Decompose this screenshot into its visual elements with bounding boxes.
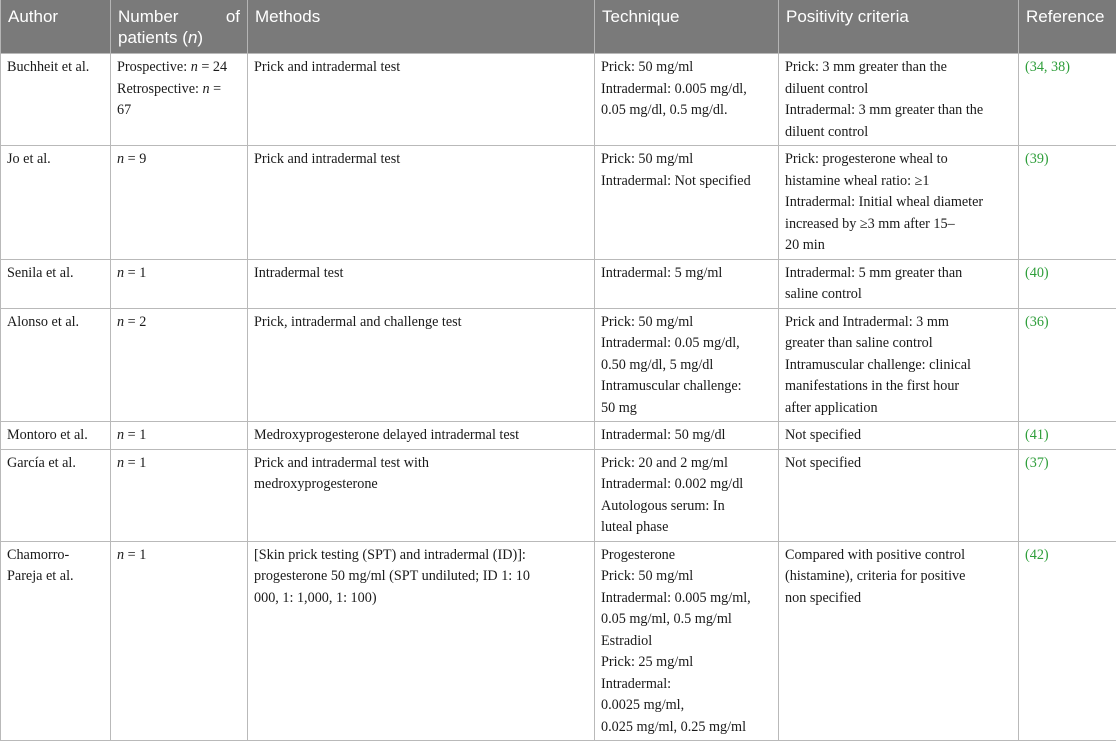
header-patients-word2: of: [226, 6, 240, 27]
cell-patients: n = 9: [111, 146, 248, 260]
cell-technique: Intradermal: 50 mg/dl: [595, 422, 779, 450]
header-patients-word1: Number: [118, 6, 178, 27]
cell-methods: Prick and intradermal test: [248, 54, 595, 146]
header-row: [1, 0, 1116, 54]
cell-author: Alonso et al.: [1, 308, 111, 422]
cell-positivity: Prick: progesterone wheal to histamine wheal ratio: ≥1 Intradermal: Initial wheal diameter increased by ≥3 mm after 15– 20 min: [779, 146, 1019, 260]
cell-technique: Prick: 50 mg/ml Intradermal: 0.05 mg/dl, 0.50 mg/dl, 5 mg/dl Intramuscular challenge: 50 mg: [595, 308, 779, 422]
cell-reference: (41): [1019, 422, 1116, 450]
table-row: [1, 541, 1116, 741]
cell-positivity: Prick: 3 mm greater than the diluent control Intradermal: 3 mm greater than the diluent control: [779, 54, 1019, 146]
header-patients-line2: patients (: [118, 28, 188, 47]
cell-author: Jo et al.: [1, 146, 111, 260]
cell-reference: (42): [1019, 541, 1116, 741]
cell-positivity: Not specified: [779, 422, 1019, 450]
cell-patients: Prospective: n = 24 Retrospective: n = 67: [111, 54, 248, 146]
cell-reference: (40): [1019, 259, 1116, 308]
cell-reference: (39): [1019, 146, 1116, 260]
cell-patients: n = 2: [111, 308, 248, 422]
table-row: [1, 449, 1116, 541]
cell-technique: Prick: 20 and 2 mg/ml Intradermal: 0.002 mg/dl Autologous serum: In luteal phase: [595, 449, 779, 541]
cell-reference: (37): [1019, 449, 1116, 541]
header-patients: [111, 0, 248, 54]
header-reference: Reference: [1019, 0, 1116, 54]
cell-technique: Intradermal: 5 mg/ml: [595, 259, 779, 308]
cell-patients: n = 1: [111, 422, 248, 450]
table-row: [1, 146, 1116, 260]
cell-technique: Prick: 50 mg/ml Intradermal: 0.005 mg/dl, 0.05 mg/dl, 0.5 mg/dl.: [595, 54, 779, 146]
cell-author: Chamorro- Pareja et al.: [1, 541, 111, 741]
header-patients-n: n: [188, 28, 197, 47]
cell-positivity: Compared with positive control (histamine), criteria for positive non specified: [779, 541, 1019, 741]
cell-author: García et al.: [1, 449, 111, 541]
cell-methods: Medroxyprogesterone delayed intradermal test: [248, 422, 595, 450]
cell-positivity: Prick and Intradermal: 3 mm greater than saline control Intramuscular challenge: clinical manifestations in the first hour after application: [779, 308, 1019, 422]
table-row: [1, 54, 1116, 146]
table-row: [1, 308, 1116, 422]
cell-reference: (36): [1019, 308, 1116, 422]
header-patients-close: ): [197, 28, 203, 47]
cell-positivity: Intradermal: 5 mm greater than saline control: [779, 259, 1019, 308]
table-row: [1, 259, 1116, 308]
cell-methods: Prick, intradermal and challenge test: [248, 308, 595, 422]
cell-methods: [Skin prick testing (SPT) and intradermal (ID)]: progesterone 50 mg/ml (SPT undiluted; ID 1: 10 000, 1: 1,000, 1: 100): [248, 541, 595, 741]
header-technique: Technique: [595, 0, 779, 54]
cell-reference: (34, 38): [1019, 54, 1116, 146]
header-positivity: Positivity criteria: [779, 0, 1019, 54]
cell-technique: Prick: 50 mg/ml Intradermal: Not specified: [595, 146, 779, 260]
cell-methods: Prick and intradermal test: [248, 146, 595, 260]
cell-patients: n = 1: [111, 259, 248, 308]
cell-positivity: Not specified: [779, 449, 1019, 541]
header-methods: Methods: [248, 0, 595, 54]
cell-methods: Intradermal test: [248, 259, 595, 308]
cell-patients: n = 1: [111, 541, 248, 741]
cell-technique: Progesterone Prick: 50 mg/ml Intradermal: 0.005 mg/ml, 0.05 mg/ml, 0.5 mg/ml Estradiol Prick: 25 mg/ml Intradermal: 0.0025 mg/ml, 0.025 mg/ml, 0.25 mg/ml: [595, 541, 779, 741]
cell-patients: n = 1: [111, 449, 248, 541]
header-author: Author: [1, 0, 111, 54]
cell-author: Montoro et al.: [1, 422, 111, 450]
table-row: [1, 422, 1116, 450]
cell-methods: Prick and intradermal test with medroxyprogesterone: [248, 449, 595, 541]
cell-author: Senila et al.: [1, 259, 111, 308]
cell-author: Buchheit et al.: [1, 54, 111, 146]
